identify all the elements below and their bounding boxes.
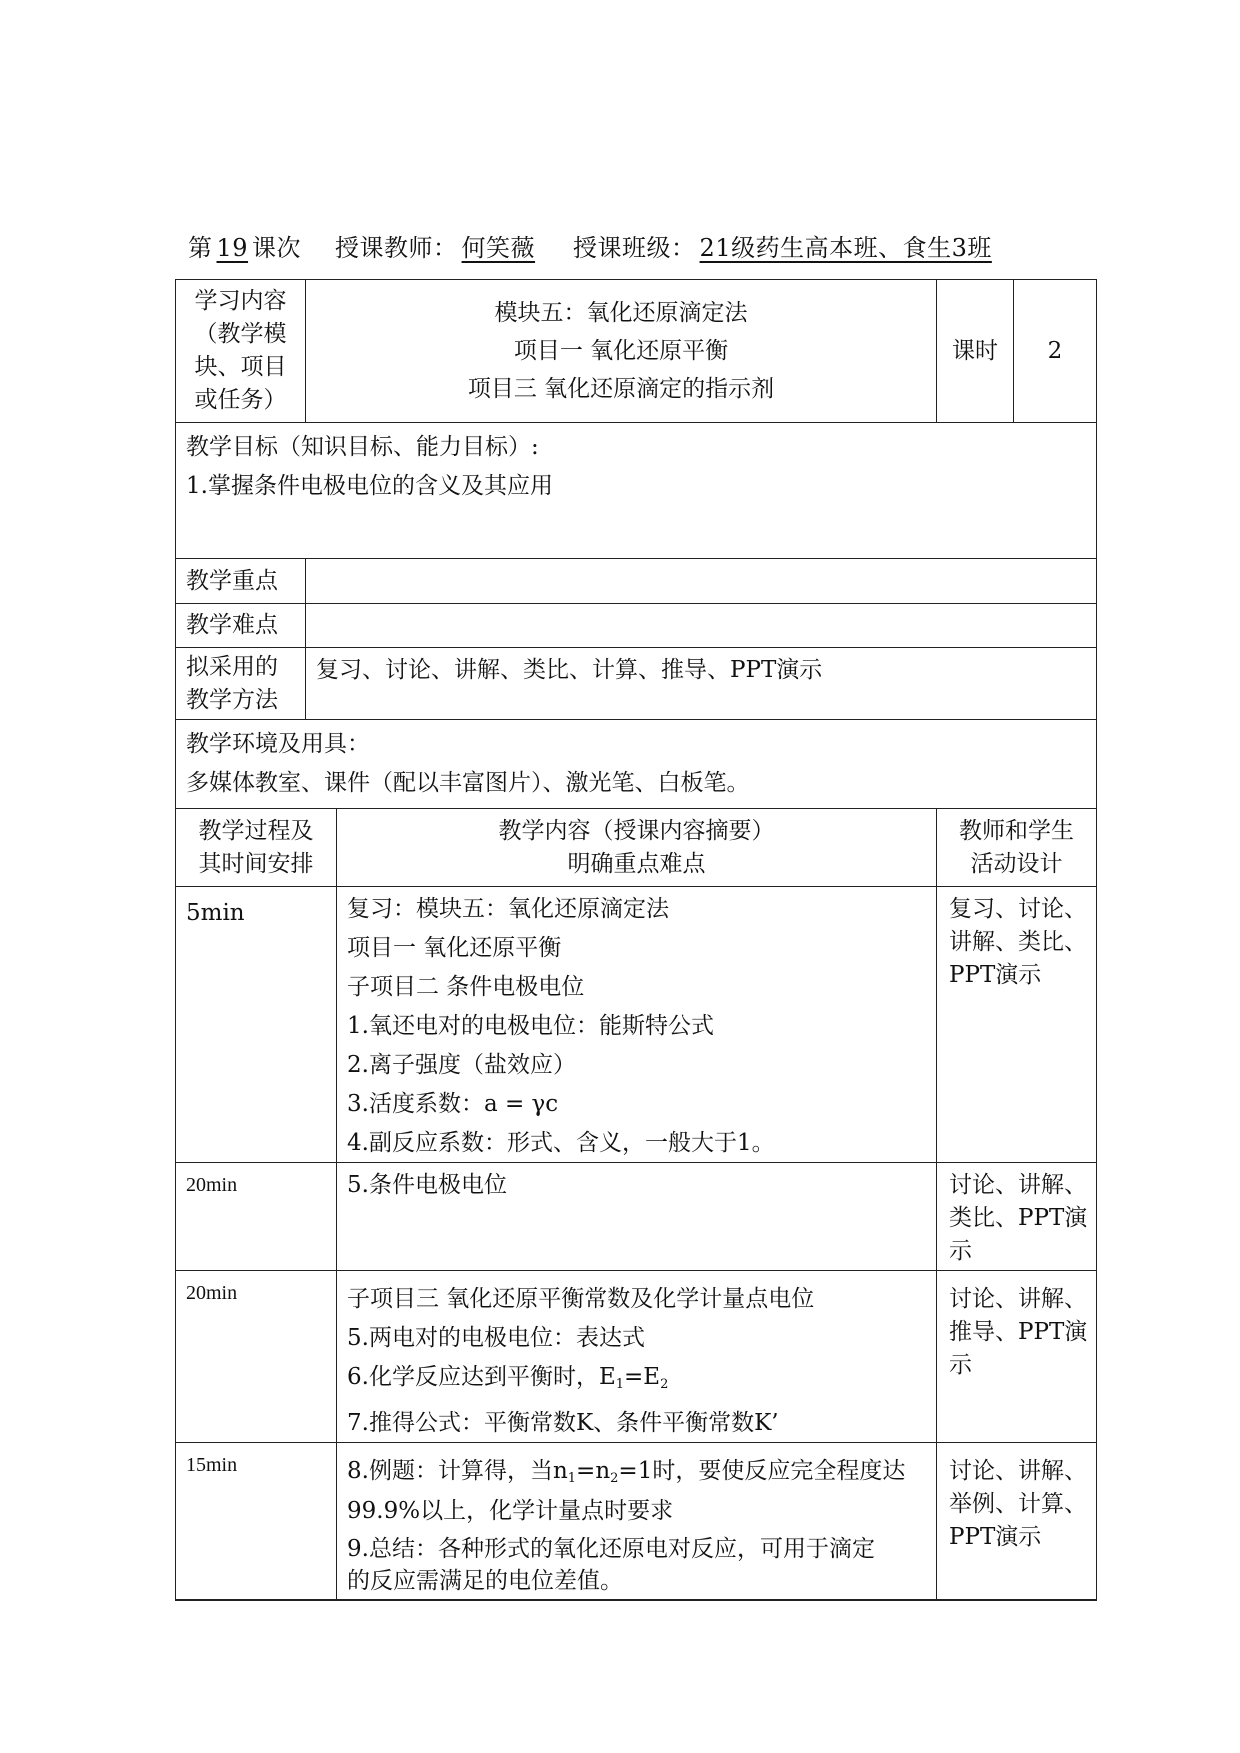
process-content: 子项目三 氧化还原平衡常数及化学计量点电位 5.两电对的电极电位：表达式 6.化学反应达到平衡时，$E_1=E_2$ 7.推得公式：平衡常数K、条件平衡常数K’ — [337, 1271, 937, 1443]
hours-label: 课时 — [937, 280, 1014, 423]
lesson-header — [188, 228, 996, 263]
learning-content-body: 模块五：氧化还原滴定法 项目一 氧化还原平衡 项目三 氧化还原滴定的指示剂 — [306, 280, 937, 423]
environment-label: 教学环境及用具： — [186, 731, 370, 757]
lesson-suffix: 课次 — [252, 234, 302, 262]
methods-value: 复习、讨论、讲解、类比、计算、推导、PPT演示 — [306, 648, 1097, 720]
process-time: 5min — [176, 887, 337, 1163]
process-activity: 讨论、讲解、 类比、PPT演 示 — [937, 1163, 1097, 1271]
teacher-label: 授课教师： — [335, 234, 458, 262]
difficulties-value — [306, 604, 1097, 648]
example-line: 8.例题：计算得，当$n_1=n_2=1$时，要使反应完全程度达 — [347, 1458, 906, 1486]
class-name: 21级药生高本班、食生3班 — [699, 234, 992, 262]
process-header-row — [176, 809, 1097, 887]
environment-row — [176, 720, 1097, 809]
process-content: 复习：模块五：氧化还原滴定法 项目一 氧化还原平衡 子项目二 条件电极电位 1.氧还电对的电极电位：能斯特公式 2.离子强度（盐效应） 3.活度系数：a = γc 4.副反应系数：形式、含义，一般大于1。 — [337, 887, 937, 1163]
difficulties-row — [176, 604, 1097, 648]
key-points-row — [176, 559, 1097, 604]
objectives-row — [176, 423, 1097, 559]
process-time: 20min — [176, 1271, 337, 1443]
equilibrium-line: 6.化学反应达到平衡时，$E_1=E_2$ — [347, 1364, 669, 1392]
methods-label: 拟采用的 教学方法 — [176, 648, 306, 720]
process-row — [176, 1163, 1097, 1271]
process-activity: 讨论、讲解、 举例、计算、 PPT演示 — [937, 1443, 1097, 1601]
environment-cell — [176, 720, 1097, 809]
process-header-activity: 教师和学生 活动设计 — [937, 809, 1097, 887]
process-activity: 讨论、讲解、 推导、PPT演 示 — [937, 1271, 1097, 1443]
lesson-prefix: 第 — [188, 234, 213, 262]
objective-item: 1.掌握条件电极电位的含义及其应用 — [186, 473, 553, 499]
key-points-label: 教学重点 — [176, 559, 306, 604]
learning-content-label: 学习内容 （教学模 块、项目 或任务） — [176, 280, 306, 423]
process-row — [176, 1271, 1097, 1443]
hours-value: 2 — [1014, 280, 1097, 423]
lesson-number: 19 — [216, 234, 249, 262]
environment-value: 多媒体教室、课件（配以丰富图片）、激光笔、白板笔。 — [186, 770, 750, 796]
objectives-cell — [176, 423, 1097, 559]
process-row — [176, 887, 1097, 1163]
learning-content-row — [176, 280, 1097, 423]
objectives-label: 教学目标（知识目标、能力目标）: — [186, 434, 539, 460]
process-content: 5.条件电极电位 — [337, 1163, 937, 1271]
process-activity: 复习、讨论、 讲解、类比、 PPT演示 — [937, 887, 1097, 1163]
process-row — [176, 1443, 1097, 1601]
process-content: 8.例题：计算得，当$n_1=n_2=1$时，要使反应完全程度达 99.9%以上，化学计量点时要求 9.总结：各种形式的氧化还原电对反应，可用于滴定 的反应需满足的电位差值。 — [337, 1443, 937, 1601]
teacher-name: 何笑薇 — [461, 234, 536, 262]
process-time: 15min — [176, 1443, 337, 1601]
process-header-time: 教学过程及 其时间安排 — [176, 809, 337, 887]
process-time: 20min — [176, 1163, 337, 1271]
difficulties-label: 教学难点 — [176, 604, 306, 648]
methods-row — [176, 648, 1097, 720]
lesson-plan-table — [175, 279, 1097, 1601]
class-label: 授课班级： — [573, 234, 696, 262]
process-header-content: 教学内容（授课内容摘要） 明确重点难点 — [337, 809, 937, 887]
key-points-value — [306, 559, 1097, 604]
